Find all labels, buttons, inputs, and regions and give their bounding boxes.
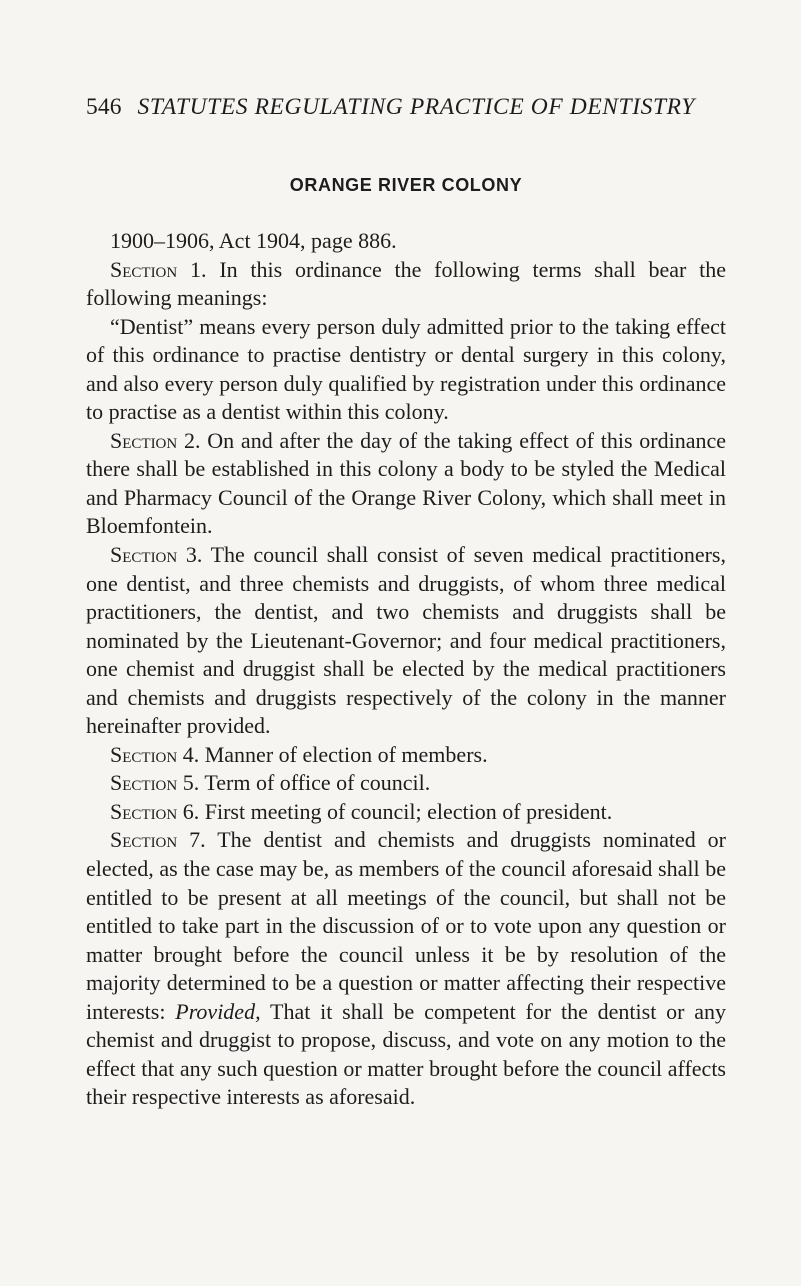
section-4-paragraph [86, 741, 726, 770]
section-3-paragraph [86, 541, 726, 741]
section-text: First meeting of council; election of president. [204, 798, 613, 824]
section-text: On and after the day of the taking effect of this ordinance there shall be established in this colony a body to be styled the Medical and Pharmacy Council of the Orange River Colony, which shall meet in Bloemfontein. [86, 427, 727, 539]
running-title: STATUTES REGULATING PRACTICE OF DENTISTRY [137, 94, 695, 120]
section-2-paragraph [86, 427, 726, 541]
section-heading: ORANGE RIVER COLONY [289, 175, 523, 195]
section-label: Section 6. [110, 798, 200, 824]
act-citation: 1900–1906, Act 1904, page 886. [110, 228, 397, 253]
definition-text: “Dentist” means every person duly admitted prior to the taking effect of this ordinance to practise dentistry or dental surgery in this colony, and also every person duly qualified by registration under this ordinance to practise as a dentist within this colony. [86, 313, 726, 425]
section-text: In this ordinance the following terms shall bear the following meanings: [86, 256, 727, 311]
page-number: 546 [86, 94, 122, 120]
section-label: Section 7. [110, 827, 206, 853]
section-text: The dentist and chemists and druggists nominated or elected, as the case may be, as members of the council aforesaid shall be entitled to be present at all meetings of the council, but shall not be entitled to take part in the discussion of or to vote upon any question or matter brought before the council unless it be by resolution of the majority determined to be a question or matter affecting their respective interests: [86, 827, 726, 1024]
section-label: Section 5. [110, 770, 200, 796]
section-5-paragraph [86, 769, 726, 798]
proviso-text: That it shall be competent for the dentist or any chemist and druggist to propose, discuss, and vote on any motion to the effect that any such question or matter brought before the council affects their respective interests as aforesaid. [86, 998, 727, 1110]
section-text: The council shall consist of seven medical practitioners, one dentist, and three chemists and druggists, of whom three medical practitioners, the dentist, and two chemists and druggists shall be nominated by the Lieutenant-Governor; and four medical practitioners, one chemist and druggist shall be elected by the medical practitioners and chemists and druggists respectively of the colony in the manner hereinafter provided. [86, 542, 726, 739]
section-7-paragraph [86, 826, 726, 1111]
section-text: Term of office of council. [204, 770, 431, 796]
section-1-paragraph [86, 256, 726, 313]
section-text: Manner of election of members. [204, 741, 488, 767]
section-label: Section 3. [110, 542, 203, 568]
section-6-paragraph [86, 798, 726, 827]
section-label: Section 2. [110, 427, 201, 453]
proviso-label: Provided, [175, 998, 261, 1024]
section-label: Section 4. [110, 741, 200, 767]
section-label: Section 1. [110, 256, 207, 282]
statute-body [86, 227, 726, 1112]
dentist-definition-paragraph [86, 313, 726, 427]
running-head [86, 94, 726, 121]
